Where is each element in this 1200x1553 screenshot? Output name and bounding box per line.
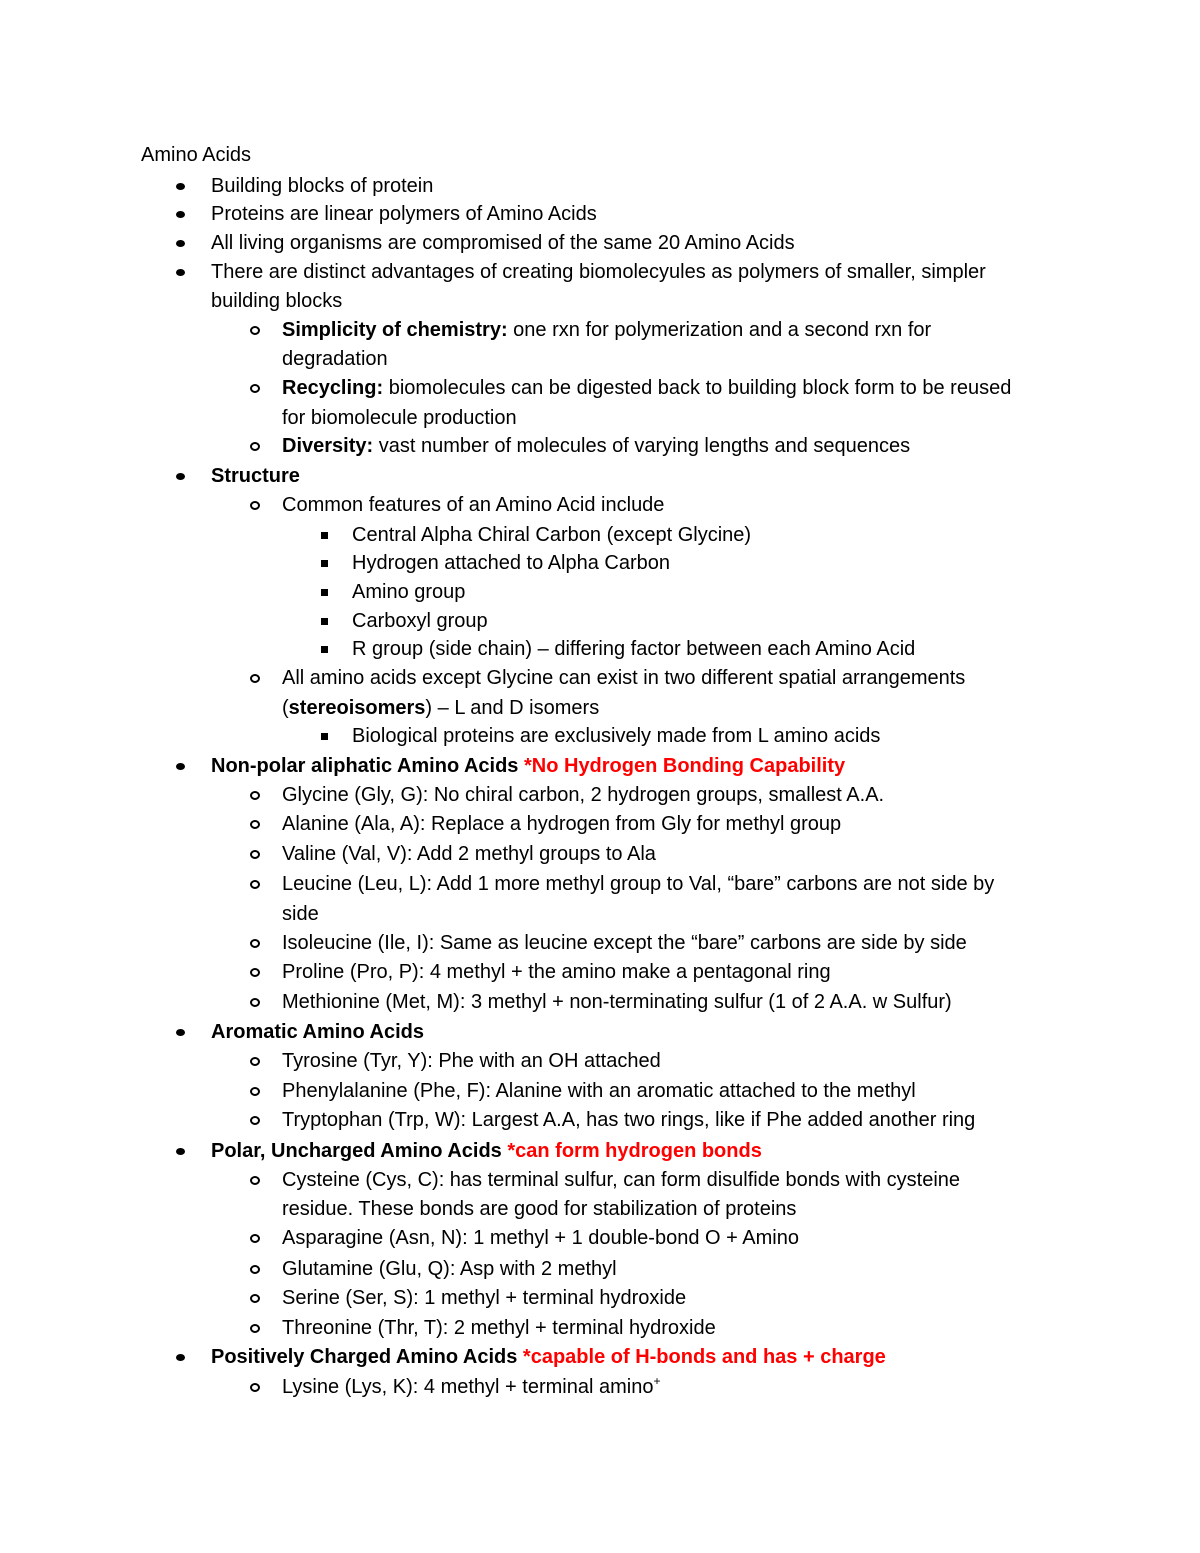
sub-bullet-text: Serine (Ser, S): 1 methyl + terminal hydroxide xyxy=(282,1287,687,1309)
sub-bullet-text: Common features of an Amino Acid include xyxy=(282,494,665,516)
sub-bullet-item xyxy=(282,1284,686,1314)
sub-bullet-item xyxy=(282,1224,799,1254)
sub-bullet-item xyxy=(282,491,664,521)
square-bullet-item xyxy=(352,635,915,665)
circle-bullet-icon xyxy=(250,442,260,451)
bullet-icon xyxy=(176,473,185,480)
square-bullet-text: Biological proteins are exclusively made from L amino acids xyxy=(352,725,881,747)
note-text: *capable of H-bonds and has + charge xyxy=(517,1346,886,1368)
sub-bullet-text: Cysteine (Cys, C): has terminal sulfur, can form disulfide bonds with cysteine xyxy=(282,1169,961,1191)
sub-bullet-item xyxy=(282,840,656,870)
superscript-charge: + xyxy=(653,1374,661,1388)
square-bullet-item xyxy=(352,722,880,752)
note-text: *can form hydrogen bonds xyxy=(501,1140,762,1162)
sub-bullet-item xyxy=(282,664,965,694)
sub-bullet-text: Asparagine (Asn, N): 1 methyl + 1 double-bond O + Amino xyxy=(282,1227,799,1249)
term-text: one rxn for polymerization and a second rxn for xyxy=(507,319,932,341)
bullet-text: There are distinct advantages of creating biomolecyules as polymers of smaller, simpler xyxy=(211,261,986,283)
square-bullet-icon xyxy=(321,733,328,740)
sub-bullet-text: Alanine (Ala, A): Replace a hydrogen from Gly for methyl group xyxy=(282,813,842,835)
circle-bullet-icon xyxy=(250,1383,260,1392)
square-bullet-icon xyxy=(321,618,328,625)
sub-bullet-item xyxy=(282,781,884,811)
square-bullet-text: Carboxyl group xyxy=(352,610,488,632)
term-label: Simplicity of chemistry: xyxy=(282,319,508,341)
heading-text: Polar, Uncharged Amino Acids xyxy=(211,1140,502,1162)
sub-bullet-continuation: residue. These bonds are good for stabilization of proteins xyxy=(282,1198,797,1220)
sub-bullet-text: All amino acids except Glycine can exist in two different spatial arrangements xyxy=(282,667,966,689)
sub-bullet-item xyxy=(282,810,841,840)
square-bullet-text: Central Alpha Chiral Carbon (except Glycine) xyxy=(352,524,752,546)
sub-bullet-continuation: side xyxy=(282,903,319,925)
heading-text: Aromatic Amino Acids xyxy=(211,1021,424,1043)
bullet-text: Building blocks of protein xyxy=(211,175,434,197)
circle-bullet-icon xyxy=(250,1116,260,1125)
bullet-icon xyxy=(176,211,185,218)
heading-text: Non-polar aliphatic Amino Acids xyxy=(211,755,519,777)
sub-bullet-text: Leucine (Leu, L): Add 1 more methyl group to Val, “bare” carbons are not side by xyxy=(282,873,995,895)
bullet-icon xyxy=(176,240,185,247)
circle-bullet-icon xyxy=(250,501,260,510)
sub-bullet-continuation: degradation xyxy=(282,348,388,370)
term-label: Diversity: xyxy=(282,435,374,457)
sub-bullet-text: Phenylalanine (Phe, F): Alanine with an aromatic attached to the methyl xyxy=(282,1080,916,1102)
sub-bullet-item xyxy=(282,870,994,900)
sub-bullet-text: Tyrosine (Tyr, Y): Phe with an OH attached xyxy=(282,1050,661,1072)
circle-bullet-icon xyxy=(250,939,260,948)
sub-bullet-continuation: for biomolecule production xyxy=(282,407,517,429)
square-bullet-text: Amino group xyxy=(352,581,466,603)
sub-bullet-item xyxy=(282,1255,617,1285)
bullet-icon xyxy=(176,269,185,276)
square-bullet-icon xyxy=(321,646,328,653)
section-heading xyxy=(211,1137,762,1167)
bullet-item xyxy=(211,229,795,259)
bullet-item xyxy=(211,200,597,230)
bullet-icon xyxy=(176,1148,185,1155)
circle-bullet-icon xyxy=(250,1265,260,1274)
circle-bullet-icon xyxy=(250,820,260,829)
sub-bullet-item xyxy=(282,1106,975,1136)
term-label: stereoisomers xyxy=(288,697,426,719)
doc-title: Amino Acids xyxy=(141,144,252,166)
bullet-icon xyxy=(176,1354,185,1361)
sub-bullet-text: Proline (Pro, P): 4 methyl + the amino make a pentagonal ring xyxy=(282,961,831,983)
term-label: Recycling: xyxy=(282,377,384,399)
sub-bullet-text: Glutamine (Glu, Q): Asp with 2 methyl xyxy=(282,1258,617,1280)
circle-bullet-icon xyxy=(250,1057,260,1066)
sub-bullet-text: Tryptophan (Trp, W): Largest A.A, has two rings, like if Phe added another ring xyxy=(282,1109,976,1131)
square-bullet-icon xyxy=(321,589,328,596)
circle-bullet-icon xyxy=(250,674,260,683)
sub-bullet-text: Isoleucine (Ile, I): Same as leucine except the “bare” carbons are side by side xyxy=(282,932,967,954)
square-bullet-item xyxy=(352,607,488,637)
sub-bullet-item xyxy=(282,1077,916,1107)
sub-bullet-item xyxy=(282,988,952,1018)
circle-bullet-icon xyxy=(250,1294,260,1303)
sub-bullet-text: Glycine (Gly, G): No chiral carbon, 2 hydrogen groups, smallest A.A. xyxy=(282,784,885,806)
bullet-icon xyxy=(176,183,185,190)
section-heading xyxy=(211,1343,886,1373)
sub-bullet-item xyxy=(282,1314,716,1344)
sub-bullet-item xyxy=(282,929,967,959)
sub-bullet-text: Methionine (Met, M): 3 methyl + non-terminating sulfur (1 of 2 A.A. w Sulfur) xyxy=(282,991,952,1013)
sub-bullet-item xyxy=(282,958,831,988)
heading-text: Structure xyxy=(211,465,300,487)
square-bullet-item xyxy=(352,521,751,551)
sub-bullet-text: Valine (Val, V): Add 2 methyl groups to Ala xyxy=(282,843,656,865)
sub-bullet-item xyxy=(282,374,1011,404)
square-bullet-icon xyxy=(321,532,328,539)
section-heading xyxy=(211,752,845,782)
sub-bullet-item xyxy=(282,316,931,346)
circle-bullet-icon xyxy=(250,1324,260,1333)
circle-bullet-icon xyxy=(250,791,260,800)
heading-text: Positively Charged Amino Acids xyxy=(211,1346,518,1368)
sub-bullet-item xyxy=(282,432,910,462)
square-bullet-item xyxy=(352,578,465,608)
circle-bullet-icon xyxy=(250,1087,260,1096)
circle-bullet-icon xyxy=(250,1234,260,1243)
sub-bullet-text: Lysine (Lys, K): 4 methyl + terminal amino xyxy=(282,1376,654,1398)
bullet-text: All living organisms are compromised of the same 20 Amino Acids xyxy=(211,232,795,254)
bullet-item xyxy=(211,172,433,202)
square-bullet-text: Hydrogen attached to Alpha Carbon xyxy=(352,552,670,574)
term-text: vast number of molecules of varying lengths and sequences xyxy=(373,435,911,457)
circle-bullet-icon xyxy=(250,850,260,859)
term-text: ) – L and D isomers xyxy=(425,697,600,719)
note-text: *No Hydrogen Bonding Capability xyxy=(518,755,846,777)
bullet-item xyxy=(211,258,986,288)
term-text: biomolecules can be digested back to building block form to be reused xyxy=(383,377,1012,399)
sub-bullet-text: Threonine (Thr, T): 2 methyl + terminal hydroxide xyxy=(282,1317,716,1339)
circle-bullet-icon xyxy=(250,968,260,977)
square-bullet-text: R group (side chain) – differing factor between each Amino Acid xyxy=(352,638,916,660)
section-heading xyxy=(211,1018,424,1048)
sub-bullet-item xyxy=(282,1166,960,1196)
circle-bullet-icon xyxy=(250,1176,260,1185)
sub-bullet-item xyxy=(282,1047,661,1077)
circle-bullet-icon xyxy=(250,326,260,335)
bullet-continuation: building blocks xyxy=(211,290,343,312)
bullet-text: Proteins are linear polymers of Amino Acids xyxy=(211,203,597,225)
circle-bullet-icon xyxy=(250,384,260,393)
circle-bullet-icon xyxy=(250,880,260,889)
square-bullet-item xyxy=(352,549,670,579)
paren-text: ( xyxy=(282,697,289,719)
square-bullet-icon xyxy=(321,560,328,567)
bullet-icon xyxy=(176,1029,185,1036)
circle-bullet-icon xyxy=(250,998,260,1007)
section-heading xyxy=(211,462,300,492)
sub-bullet-continuation xyxy=(282,694,599,724)
bullet-icon xyxy=(176,763,185,770)
sub-bullet-item xyxy=(282,1373,660,1403)
